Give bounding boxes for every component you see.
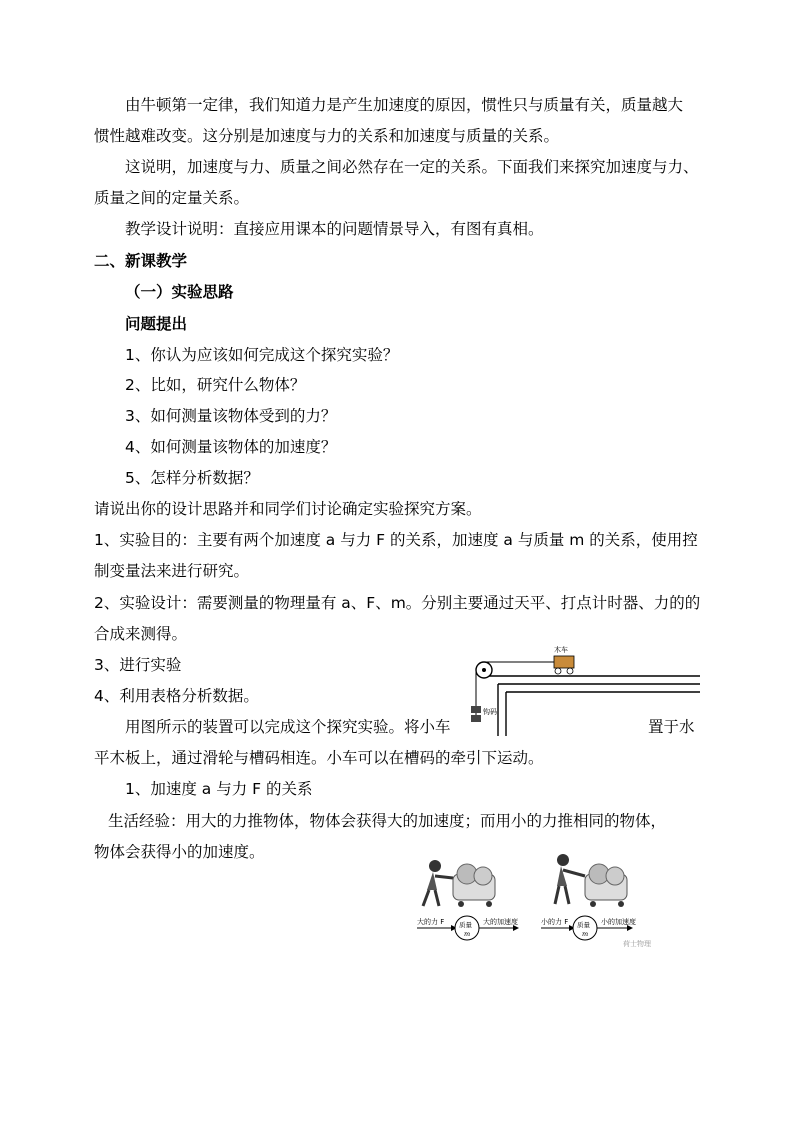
life-experience-line-2: 物体会获得小的加速度。	[94, 843, 265, 861]
item-2-line-1: 2、实验设计：需要测量的物理量有 a、F、m。分别主要通过天平、打点计时器、力的的	[94, 594, 701, 612]
item-1-line-1: 1、实验目的：主要有两个加速度 a 与力 F 的关系，加速度 a 与质量 m 的关系，使用控	[94, 531, 698, 549]
person-icon	[557, 854, 569, 866]
paragraph-2-line-2: 质量之间的定量关系。	[94, 189, 250, 207]
item-1-line-2: 制变量法来进行研究。	[94, 562, 250, 580]
item-2-line-2: 合成来测得。	[94, 625, 188, 643]
apparatus-line-1-left: 用图所示的装置可以完成这个探究实验。将小车	[125, 718, 451, 736]
big-force-label: 大的力 F	[417, 918, 445, 926]
section-heading: 二、新课教学	[94, 252, 188, 270]
mass-symbol: m	[464, 930, 471, 938]
relation-title: 1、加速度 a 与力 F 的关系	[125, 780, 313, 798]
paragraph-1-line-1: 由牛顿第一定律，我们知道力是产生加速度的原因，惯性只与质量有关，质量越大	[125, 96, 684, 114]
apparatus-line-1-right: 置于水	[648, 718, 695, 736]
question-item: 5、怎样分析数据？	[125, 469, 259, 487]
item-4: 4、利用表格分析数据。	[94, 687, 259, 705]
item-3: 3、进行实验	[94, 656, 182, 674]
small-force-panel	[541, 854, 651, 948]
watermark: 荷士物理	[623, 940, 651, 948]
question-item: 4、如何测量该物体的加速度？	[125, 438, 337, 456]
person-icon	[429, 860, 441, 872]
big-force-panel	[417, 860, 519, 940]
question-item: 3、如何测量该物体受到的力？	[125, 407, 337, 425]
question-item: 2、比如，研究什么物体？	[125, 376, 306, 394]
small-accel-label: 小的加速度	[601, 918, 636, 926]
mass-symbol: m	[582, 930, 589, 938]
apparatus-line-2: 平木板上，通过滑轮与槽码相连。小车可以在槽码的牵引下运动。	[94, 749, 544, 767]
subsection-heading: （一）实验思路	[125, 283, 234, 301]
paragraph-1-line-2: 惯性越难改变。这分别是加速度与力的关系和加速度与质量的关系。	[94, 127, 560, 145]
weight-icon	[471, 706, 481, 713]
cart-icon	[554, 656, 574, 668]
weight-label: 钩码	[483, 708, 497, 716]
life-experience-line-1: 生活经验：用大的力推物体，物体会获得大的加速度；而用小的力推相同的物体，	[108, 812, 667, 830]
apparatus-figure	[470, 640, 702, 736]
push-figure	[413, 852, 679, 952]
mass-label: 质量	[459, 921, 472, 929]
big-accel-label: 大的加速度	[483, 918, 518, 926]
question-item: 1、你认为应该如何完成这个探究实验？	[125, 346, 399, 364]
question-heading: 问题提出	[125, 315, 188, 333]
design-note: 教学设计说明：直接应用课本的问题情景导入，有图有真相。	[125, 220, 544, 238]
paragraph-2-line-1: 这说明，加速度与力、质量之间必然存在一定的关系。下面我们来探究加速度与力、	[125, 158, 699, 176]
cart-label: 木车	[554, 646, 568, 654]
discussion-prompt: 请说出你的设计思路并和同学们讨论确定实验探究方案。	[94, 500, 482, 518]
small-force-label: 小的力 F	[541, 918, 569, 926]
mass-label: 质量	[577, 921, 590, 929]
